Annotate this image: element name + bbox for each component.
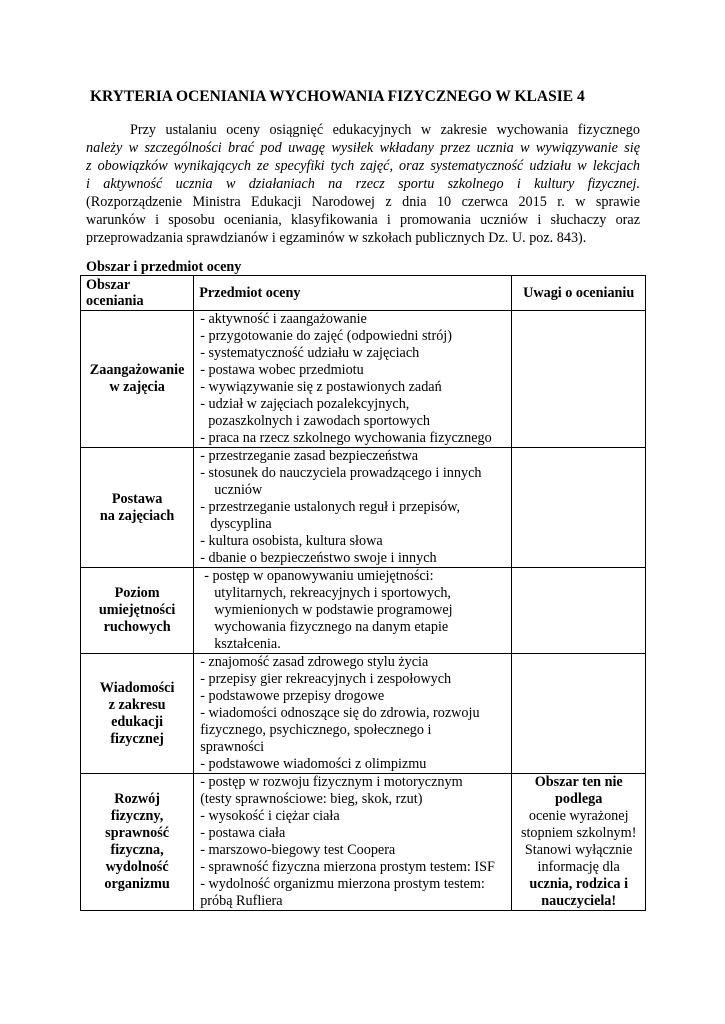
header-area-line: oceniania: [86, 293, 144, 309]
subject-item: - aktywność i zaangażowanie: [200, 311, 367, 327]
intro-line: (Rozporządzenie Ministra Edukacji Narodowej z dnia 10 czerwca 2015 r. w sprawie: [86, 194, 640, 210]
area-line: Zaangażowanie: [89, 362, 185, 378]
notes-line: ucznia, rodzica i: [529, 876, 629, 892]
notes-cell: [512, 654, 646, 774]
notes-line: Stanowi wyłącznie: [524, 842, 633, 858]
subject-item: - wysokość i ciężar ciała: [200, 808, 340, 824]
area-cell: [81, 774, 194, 911]
notes-line: stopniem szkolnym!: [520, 825, 637, 841]
subject-item: - przepisy gier rekreacyjnych i zespołowych: [200, 671, 452, 687]
subject-item: - znajomość zasad zdrowego stylu życia: [200, 654, 429, 670]
area-line: wydolność: [105, 859, 169, 875]
subject-item: - praca na rzecz szkolnego wychowania fizycznego: [200, 430, 492, 446]
subject-item: próbą Rufliera: [200, 893, 283, 909]
header-area: [81, 276, 194, 311]
area-line: fizyczny,: [110, 808, 164, 824]
area-line: edukacji: [111, 713, 164, 730]
subject-item: wychowania fizycznego na danym etapie: [214, 619, 449, 635]
subject-item: utylitarnych, rekreacyjnych i sportowych,: [214, 585, 451, 601]
subject-cell: [194, 568, 512, 654]
subject-cell: [194, 448, 512, 568]
subject-item: wymienionych w podstawie programowej: [214, 602, 453, 618]
intro-line: z obowiązków wynikających ze specyfiki tych zajęć, oraz systematyczność udziału w lekcjach: [86, 158, 640, 174]
subject-item: - dbanie o bezpieczeństwo swoje i innych: [200, 550, 437, 566]
intro-paragraph: [86, 121, 640, 247]
subject-cell: [194, 654, 512, 774]
subject-item: - udział w zajęciach pozalekcyjnych,: [200, 396, 410, 412]
subject-item: - systematyczność udziału w zajęciach: [200, 345, 420, 361]
subject-item: fizycznego, psychicznego, społecznego i: [200, 722, 432, 738]
subject-item: - sprawność fizyczna mierzona prostym testem: ISF: [200, 859, 495, 875]
subject-item: - postęp w opanowywaniu umiejętności:: [204, 568, 434, 584]
notes-cell: [512, 774, 646, 911]
area-line: na zajęciach: [99, 507, 175, 524]
notes-line: informację dla: [537, 859, 620, 875]
header-subject: Przedmiot oceny: [194, 276, 512, 311]
notes-line: podlega: [555, 791, 603, 807]
subject-item: - wywiązywanie się z postawionych zadań: [200, 379, 442, 395]
table-header-row: [81, 276, 646, 311]
header-notes: Uwagi o ocenianiu: [512, 276, 646, 311]
area-line: Poziom: [114, 585, 160, 601]
subject-item: - przestrzeganie zasad bezpieczeństwa: [200, 448, 419, 464]
area-line: fizyczna,: [110, 842, 164, 858]
subject-item: - podstawowe wiadomości z olimpizmu: [200, 756, 427, 772]
area-line: Postawa: [111, 490, 163, 507]
notes-line: nauczyciela!: [541, 893, 617, 909]
subject-cell: [194, 311, 512, 448]
intro-line: warunków i sposobu oceniania, klasyfikowania i promowania uczniów i słuchaczy oraz: [86, 212, 640, 228]
area-cell: [81, 654, 194, 774]
area-cell: [81, 311, 194, 448]
table-row: [81, 448, 646, 568]
subject-item: uczniów: [214, 482, 263, 498]
intro-line: i aktywność ucznia w działaniach na rzecz sportu szkolnego i kultury fizycznej.: [86, 176, 640, 192]
table-row: [81, 774, 646, 911]
table-row: [81, 311, 646, 448]
subject-item: - wiadomości odnoszące się do zdrowia, rozwoju: [200, 705, 480, 721]
subject-item: - podstawowe przepisy drogowe: [200, 688, 385, 704]
criteria-table: [80, 275, 646, 911]
subject-item: - marszowo-biegowy test Coopera: [200, 842, 396, 858]
area-line: Rozwój: [114, 791, 160, 807]
subject-item: (testy sprawnościowe: bieg, skok, rzut): [200, 791, 423, 807]
area-line: umiejętności: [98, 602, 176, 618]
intro-line: Przy ustalaniu oceny osiągnięć edukacyjnych w zakresie wychowania fizycznego: [130, 122, 640, 138]
area-line: sprawność: [105, 825, 170, 841]
section-title: Obszar i przedmiot oceny: [86, 259, 242, 275]
subject-item: kształcenia.: [214, 636, 281, 652]
notes-line: ocenie wyrażonej: [528, 808, 629, 824]
area-cell: [81, 448, 194, 568]
area-cell: [81, 568, 194, 654]
area-line: ruchowych: [103, 619, 171, 635]
subject-item: sprawności: [200, 739, 265, 755]
subject-item: pozaszkolnych i zawodach sportowych: [208, 413, 431, 429]
area-line: organizmu: [104, 876, 170, 892]
area-line: fizycznej: [110, 730, 164, 747]
intro-line: przeprowadzania sprawdzianów i egzaminów w szkołach publicznych Dz. U. poz. 843).: [86, 230, 587, 246]
notes-cell: [512, 311, 646, 448]
area-line: w zajęcia: [109, 379, 165, 395]
notes-cell: [512, 568, 646, 654]
notes-line: Obszar ten nie: [534, 774, 623, 790]
area-line: z zakresu: [108, 696, 166, 713]
subject-item: - postawa ciała: [200, 825, 286, 841]
subject-item: - postęp w rozwoju fizycznym i motorycznym: [200, 774, 463, 790]
table-row: [81, 654, 646, 774]
subject-item: - przygotowanie do zajęć (odpowiedni strój): [200, 328, 452, 344]
subject-item: - stosunek do nauczyciela prowadzącego i innych: [200, 465, 482, 481]
notes-cell: [512, 448, 646, 568]
header-area-line: Obszar: [86, 277, 131, 293]
table-row: [81, 568, 646, 654]
document-title: KRYTERIA OCENIANIA WYCHOWANIA FIZYCZNEGO W KLASIE 4: [90, 88, 585, 105]
intro-line: należy w szczególności brać pod uwagę wysiłek wkładany przez ucznia w wywiązywanie się: [86, 140, 640, 156]
subject-item: - przestrzeganie ustalonych reguł i przepisów,: [200, 499, 461, 515]
subject-cell: [194, 774, 512, 911]
subject-item: - wydolność organizmu mierzona prostym testem:: [200, 876, 485, 892]
subject-item: dyscyplina: [210, 516, 272, 532]
area-line: Wiadomości: [99, 679, 175, 696]
subject-item: - kultura osobista, kultura słowa: [200, 533, 383, 549]
subject-item: - postawa wobec przedmiotu: [200, 362, 364, 378]
